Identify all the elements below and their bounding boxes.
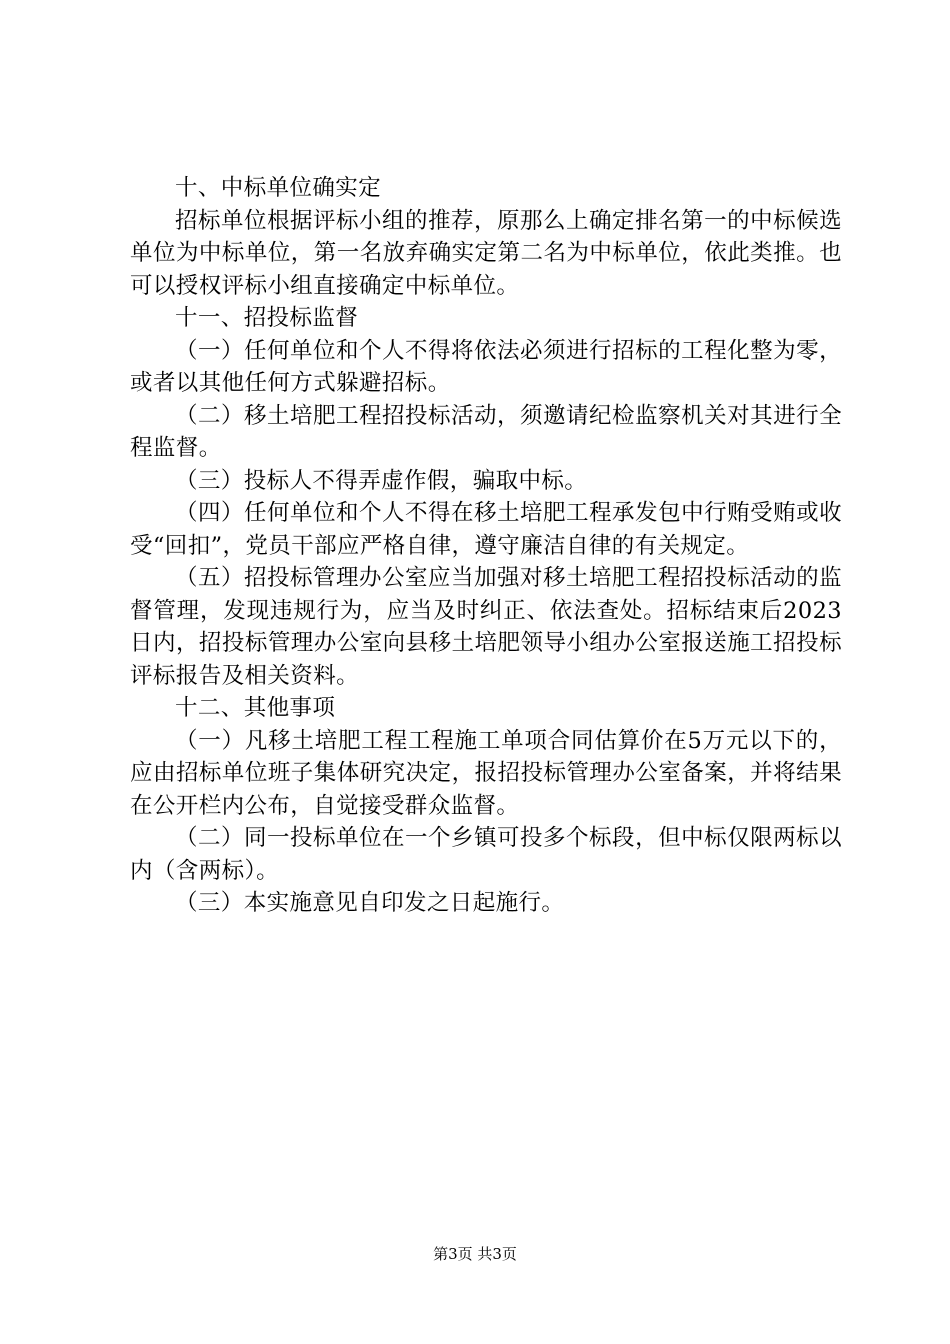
paragraph: （一）任何单位和个人不得将依法必须进行招标的工程化整为零，或者以其他任何方式躲避招标。 bbox=[130, 337, 842, 396]
paragraph: （三）投标人不得弄虚作假，骗取中标。 bbox=[175, 467, 588, 494]
section-heading: 十二、其他事项 bbox=[175, 695, 336, 721]
paragraph: （三）本实施意见自印发之日起施行。 bbox=[175, 890, 565, 916]
section-heading: 十一、招投标监督 bbox=[175, 305, 359, 331]
paragraph: （五）招投标管理办公室应当加强对移土培肥工程招投标活动的监督管理，发现违规行为，应当及时纠正、依法查处。招标结束后2023日内，招投标管理办公室向县移土培肥领导小组办公室报送施工招投标评标报告及相关资料。 bbox=[130, 565, 842, 689]
document-body bbox=[130, 172, 842, 920]
paragraph: （四）任何单位和个人不得在移土培肥工程承发包中行贿受贿或收受“回扣”，党员干部应严格自律，遵守廉洁自律的有关规定。 bbox=[130, 500, 842, 559]
paragraph: （二）同一投标单位在一个乡镇可投多个标段，但中标仅限两标以内（含两标）。 bbox=[130, 825, 842, 884]
section-heading: 十、中标单位确实定 bbox=[175, 175, 382, 201]
page-number-footer: 第3页 共3页 bbox=[433, 1245, 517, 1263]
paragraph: （一）凡移土培肥工程工程施工单项合同估算价在5万元以下的，应由招标单位班子集体研究决定，报招投标管理办公室备案，并将结果在公开栏内公布，自觉接受群众监督。 bbox=[130, 727, 842, 819]
paragraph: 招标单位根据评标小组的推荐，原那么上确定排名第一的中标候选单位为中标单位，第一名放弃确实定第二名为中标单位，依此类推。也可以授权评标小组直接确定中标单位。 bbox=[130, 207, 842, 299]
paragraph: （二）移土培肥工程招投标活动，须邀请纪检监察机关对其进行全程监督。 bbox=[130, 402, 842, 461]
